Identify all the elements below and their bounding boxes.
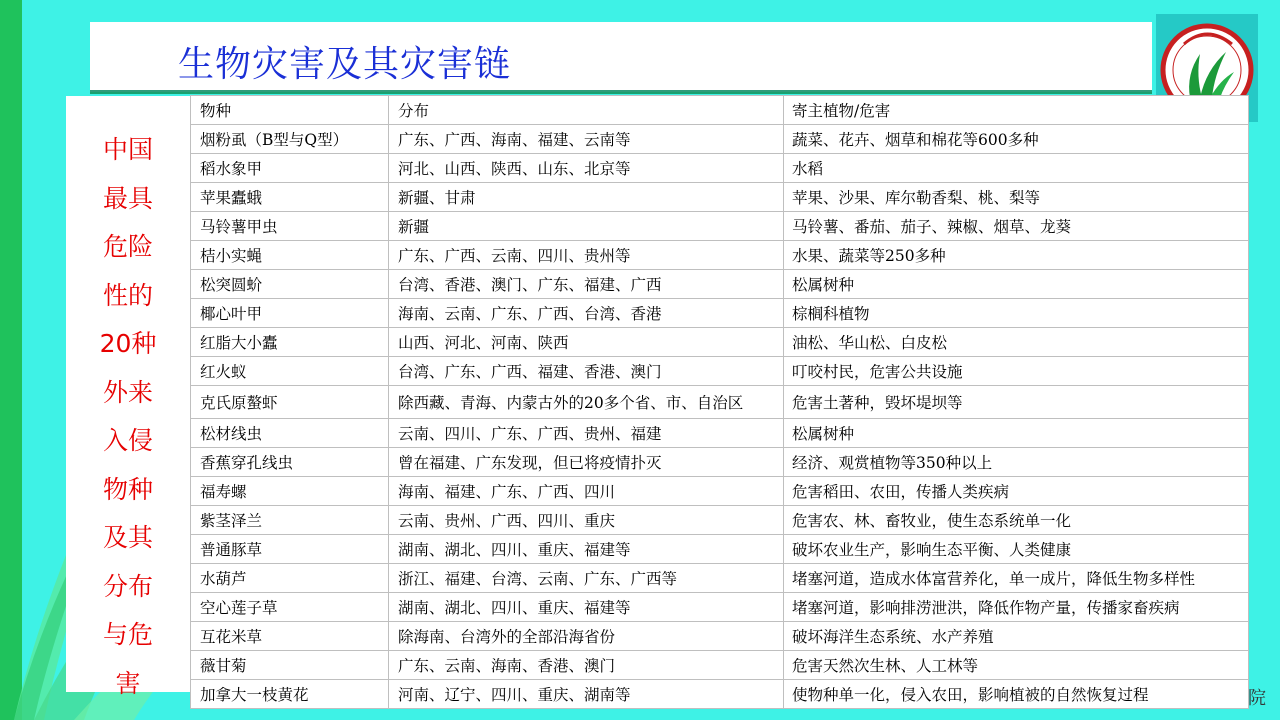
cell-species: 互花米草 [191, 622, 389, 651]
header-species: 物种 [191, 96, 389, 125]
cell-host-harm: 危害天然次生林、人工林等 [784, 651, 1249, 680]
cell-species: 水葫芦 [191, 564, 389, 593]
cell-host-harm: 棕榈科植物 [784, 299, 1249, 328]
side-heading-line: 及其 [102, 523, 153, 552]
cell-species: 红脂大小蠹 [191, 328, 389, 357]
table-row [191, 328, 1249, 357]
cell-distribution: 湖南、湖北、四川、重庆、福建等 [389, 593, 784, 622]
table-row [191, 299, 1249, 328]
cell-species: 烟粉虱（B型与Q型） [191, 125, 389, 154]
cell-distribution: 云南、四川、广东、广西、贵州、福建 [389, 419, 784, 448]
cell-distribution: 山西、河北、河南、陕西 [389, 328, 784, 357]
cell-distribution: 湖南、湖北、四川、重庆、福建等 [389, 535, 784, 564]
table-row [191, 680, 1249, 709]
table-row [191, 448, 1249, 477]
table-row [191, 651, 1249, 680]
table-row [191, 183, 1249, 212]
cell-host-harm: 使物种单一化，侵入农田，影响植被的自然恢复过程 [784, 680, 1249, 709]
table-row [191, 506, 1249, 535]
cell-species: 红火蚁 [191, 357, 389, 386]
cell-distribution: 河南、辽宁、四川、重庆、湖南等 [389, 680, 784, 709]
cell-species: 松突圆蚧 [191, 270, 389, 299]
side-heading-line: 最具 [102, 183, 153, 213]
table-row [191, 419, 1249, 448]
cell-species: 加拿大一枝黄花 [191, 680, 389, 709]
slide-title: 生物灾害及其灾害链 [178, 44, 512, 85]
cell-host-harm: 松属树种 [784, 419, 1249, 448]
cell-host-harm: 马铃薯、番茄、茄子、辣椒、烟草、龙葵 [784, 212, 1249, 241]
table-row [191, 593, 1249, 622]
cell-species: 香蕉穿孔线虫 [191, 448, 389, 477]
side-heading [66, 126, 190, 708]
cell-distribution: 广东、广西、海南、福建、云南等 [389, 125, 784, 154]
title-card [90, 22, 1152, 92]
cell-species: 马铃薯甲虫 [191, 212, 389, 241]
header-host-harm: 寄主植物/危害 [784, 96, 1249, 125]
side-heading-line: 与危 [102, 620, 153, 649]
side-heading-line: 外来 [102, 377, 153, 407]
cell-species: 薇甘菊 [191, 651, 389, 680]
side-heading-line: 中国 [102, 135, 153, 164]
cell-distribution: 海南、云南、广东、广西、台湾、香港 [389, 299, 784, 328]
table-row [191, 212, 1249, 241]
cell-distribution: 台湾、广东、广西、福建、香港、澳门 [389, 357, 784, 386]
cell-species: 稻水象甲 [191, 154, 389, 183]
cell-species: 苹果蠹蛾 [191, 183, 389, 212]
cell-host-harm: 油松、华山松、白皮松 [784, 328, 1249, 357]
cell-distribution: 曾在福建、广东发现，但已将疫情扑灭 [389, 448, 784, 477]
cell-host-harm: 破坏海洋生态系统、水产养殖 [784, 622, 1249, 651]
cell-distribution: 河北、山西、陕西、山东、北京等 [389, 154, 784, 183]
cell-species: 福寿螺 [191, 477, 389, 506]
cell-distribution: 浙江、福建、台湾、云南、广东、广西等 [389, 564, 784, 593]
table-row [191, 535, 1249, 564]
table-row [191, 564, 1249, 593]
table-row [191, 357, 1249, 386]
table-row [191, 125, 1249, 154]
table-header-row [191, 96, 1249, 125]
side-heading-line: 危险 [102, 232, 153, 261]
cell-host-harm: 苹果、沙果、库尔勒香梨、桃、梨等 [784, 183, 1249, 212]
cell-species: 桔小实蝇 [191, 241, 389, 270]
cell-distribution: 海南、福建、广东、广西、四川 [389, 477, 784, 506]
cell-distribution: 云南、贵州、广西、四川、重庆 [389, 506, 784, 535]
side-heading-line: 20种 [99, 329, 157, 358]
side-heading-line: 入侵 [102, 426, 153, 455]
cell-species: 克氏原螯虾 [191, 386, 389, 419]
cell-host-harm: 叮咬村民，危害公共设施 [784, 357, 1249, 386]
cell-host-harm: 危害稻田、农田，传播人类疾病 [784, 477, 1249, 506]
table-row [191, 386, 1249, 419]
cell-host-harm: 经济、观赏植物等350种以上 [784, 448, 1249, 477]
invasive-species-table [190, 95, 1249, 709]
table-row [191, 477, 1249, 506]
cell-host-harm: 蔬菜、花卉、烟草和棉花等600多种 [784, 125, 1249, 154]
cell-distribution: 广东、广西、云南、四川、贵州等 [389, 241, 784, 270]
cell-host-harm: 松属树种 [784, 270, 1249, 299]
cell-host-harm: 危害土著种，毁坏堤坝等 [784, 386, 1249, 419]
cell-species: 松材线虫 [191, 419, 389, 448]
side-heading-line: 物种 [102, 474, 153, 504]
corner-text: 院 [1248, 688, 1266, 709]
side-heading-line: 害 [115, 668, 141, 698]
cell-species: 空心莲子草 [191, 593, 389, 622]
side-heading-panel [66, 96, 190, 698]
side-heading-line: 性的 [102, 280, 153, 310]
cell-species: 普通豚草 [191, 535, 389, 564]
cell-host-harm: 堵塞河道，造成水体富营养化，单一成片，降低生物多样性 [784, 564, 1249, 593]
table-row [191, 154, 1249, 183]
side-heading-line: 分布 [102, 571, 153, 601]
cell-host-harm: 堵塞河道，影响排涝泄洪，降低作物产量，传播家畜疾病 [784, 593, 1249, 622]
cell-species: 椰心叶甲 [191, 299, 389, 328]
cell-species: 紫茎泽兰 [191, 506, 389, 535]
cell-distribution: 台湾、香港、澳门、广东、福建、广西 [389, 270, 784, 299]
cell-host-harm: 水果、蔬菜等250多种 [784, 241, 1249, 270]
cell-host-harm: 危害农、林、畜牧业，使生态系统单一化 [784, 506, 1249, 535]
header-distribution: 分布 [389, 96, 784, 125]
cell-host-harm: 水稻 [784, 154, 1249, 183]
cell-distribution: 除西藏、青海、内蒙古外的20多个省、市、自治区 [389, 386, 784, 419]
cell-distribution: 新疆 [389, 212, 784, 241]
species-table-container [190, 95, 1248, 709]
table-row [191, 622, 1249, 651]
table-row [191, 241, 1249, 270]
cell-distribution: 除海南、台湾外的全部沿海省份 [389, 622, 784, 651]
cell-distribution: 新疆、甘肃 [389, 183, 784, 212]
cell-distribution: 广东、云南、海南、香港、澳门 [389, 651, 784, 680]
table-row [191, 270, 1249, 299]
cell-host-harm: 破坏农业生产，影响生态平衡、人类健康 [784, 535, 1249, 564]
